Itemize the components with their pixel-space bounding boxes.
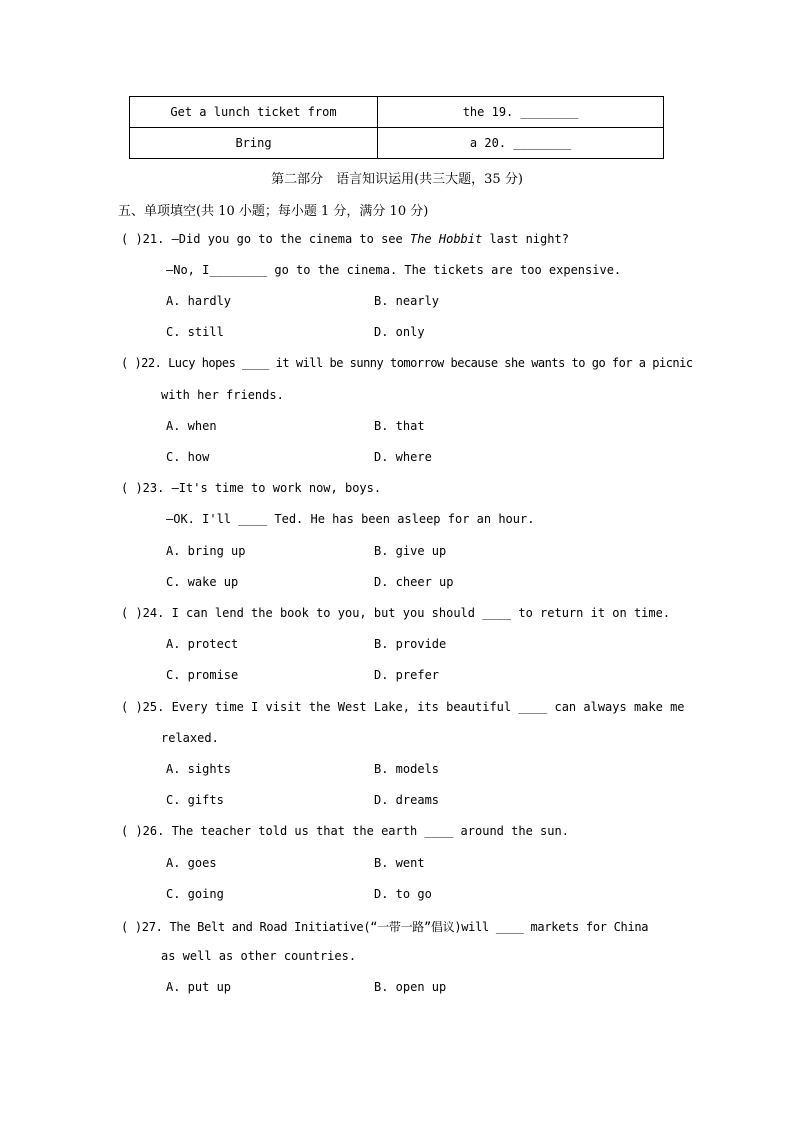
option-21-d[interactable]: D. only (374, 325, 425, 339)
table-cell: Get a lunch ticket from (130, 97, 378, 128)
listening-table (129, 96, 664, 159)
question-25-cont: relaxed. (161, 731, 219, 745)
option-22-c[interactable]: C. how (166, 450, 210, 464)
question-26: ( )26. The teacher told us that the earth ____ around the sun. (121, 824, 569, 838)
option-21-b[interactable]: B. nearly (374, 294, 440, 308)
option-22-b[interactable]: B. that (374, 419, 425, 433)
option-25-b[interactable]: B. models (374, 762, 440, 776)
option-26-a[interactable]: A. goes (166, 856, 217, 870)
question-24: ( )24. I can lend the book to you, but you should ____ to return it on time. (121, 606, 671, 620)
option-24-c[interactable]: C. promise (166, 668, 239, 682)
part-two-heading: 第二部分 语言知识运用(共三大题，35 分) (271, 172, 523, 187)
option-26-d[interactable]: D. to go (374, 887, 432, 901)
option-22-d[interactable]: D. where (374, 450, 432, 464)
question-22-cont: with her friends. (161, 388, 284, 402)
option-26-c[interactable]: C. going (166, 887, 224, 901)
option-21-a[interactable]: A. hardly (166, 294, 232, 308)
option-27-a[interactable]: A. put up (166, 980, 232, 994)
answer-blank-19[interactable]: the 19. ________ (378, 97, 664, 128)
section-five-heading: 五、单项填空(共 10 小题；每小题 1 分，满分 10 分) (118, 204, 429, 219)
option-24-b[interactable]: B. provide (374, 637, 447, 651)
question-21 (121, 232, 569, 246)
option-27-b[interactable]: B. open up (374, 980, 447, 994)
table-row (130, 128, 664, 159)
option-25-c[interactable]: C. gifts (166, 793, 224, 807)
question-21-reply: —No, I________ go to the cinema. The tickets are too expensive. (166, 263, 622, 277)
question-21-title: The Hobbit (409, 232, 483, 246)
option-23-d[interactable]: D. cheer up (374, 575, 454, 589)
option-23-a[interactable]: A. bring up (166, 544, 246, 558)
option-23-c[interactable]: C. wake up (166, 575, 239, 589)
table-cell: Bring (130, 128, 378, 159)
question-21-suffix: last night? (482, 232, 569, 246)
question-23-reply: —OK. I'll ____ Ted. He has been asleep for an hour. (166, 512, 535, 526)
question-23: ( )23. —It's time to work now, boys. (121, 481, 382, 495)
option-25-d[interactable]: D. dreams (374, 793, 440, 807)
option-22-a[interactable]: A. when (166, 419, 217, 433)
option-21-c[interactable]: C. still (166, 325, 224, 339)
option-23-b[interactable]: B. give up (374, 544, 447, 558)
question-25: ( )25. Every time I visit the West Lake, its beautiful ____ can always make me (121, 700, 685, 714)
option-24-d[interactable]: D. prefer (374, 668, 440, 682)
question-21-prefix: ( )21. —Did you go to the cinema to see (121, 232, 410, 246)
answer-blank-20[interactable]: a 20. ________ (378, 128, 664, 159)
table-row (130, 97, 664, 128)
question-27: ( )27. The Belt and Road Initiative(“一带一路”倡议)will ____ markets for China (121, 920, 649, 934)
option-25-a[interactable]: A. sights (166, 762, 232, 776)
option-24-a[interactable]: A. protect (166, 637, 239, 651)
option-26-b[interactable]: B. went (374, 856, 425, 870)
question-22: ( )22. Lucy hopes ____ it will be sunny tomorrow because she wants to go for a picnic (121, 356, 693, 370)
question-27-cont: as well as other countries. (161, 949, 357, 963)
